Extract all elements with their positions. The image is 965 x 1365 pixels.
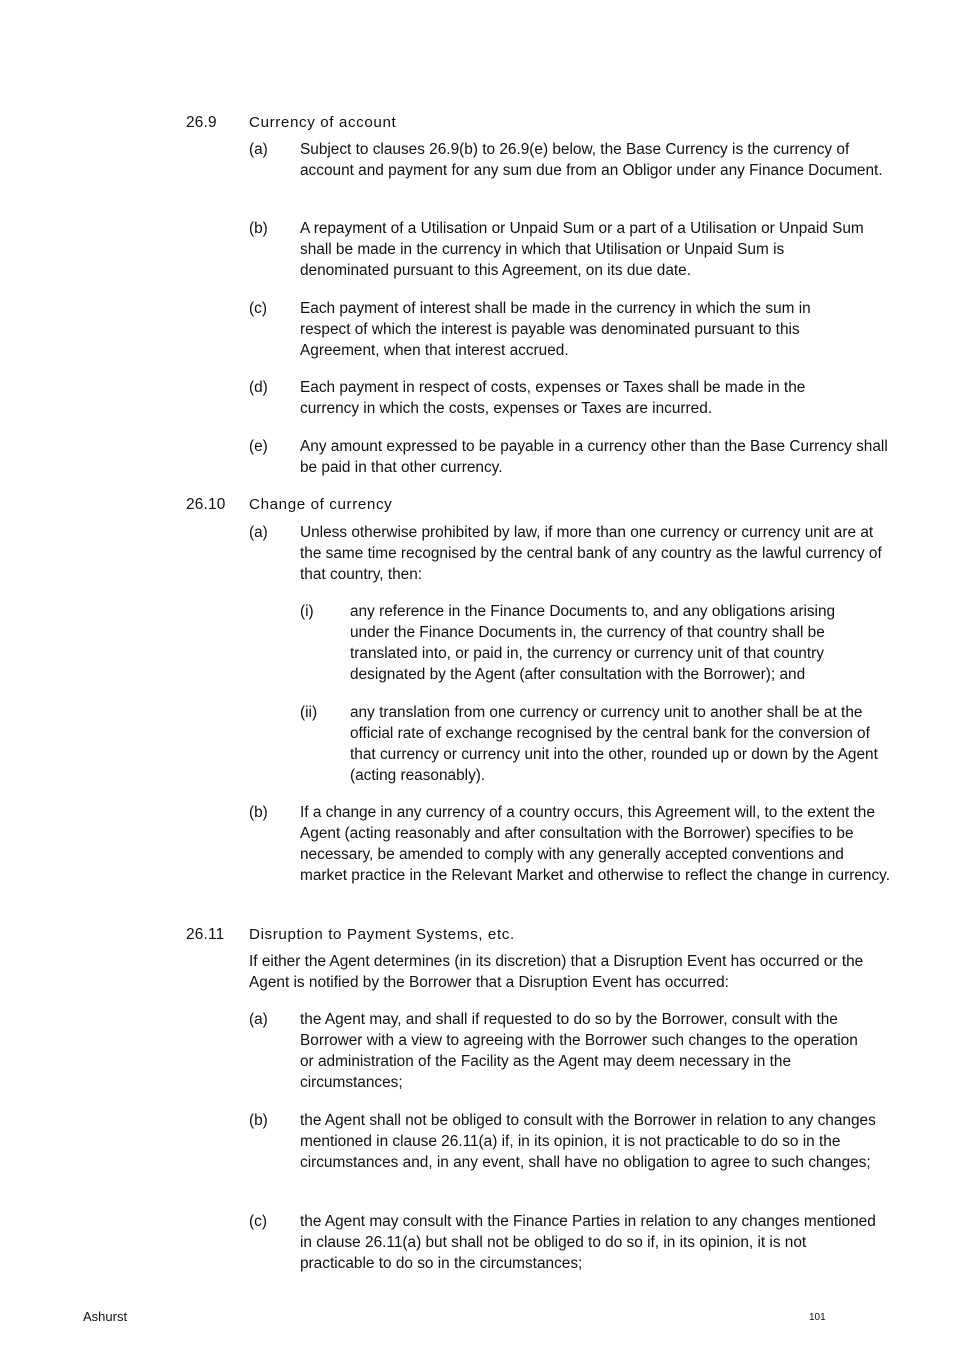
clause-label: (e) — [249, 438, 268, 455]
clause-text: Each payment of interest shall be made in the currency in which the sum in respect of which the interest is payable was denominated pursuant to this Agreement, when that interest accrued. — [300, 300, 811, 359]
section-intro: If either the Agent determines (in its discretion) that a Disruption Event has occurred or the Agent is notified by the Borrower that a Disruption Event has occurred: — [249, 953, 864, 991]
clause-label: (c) — [249, 300, 267, 317]
subclause-label: (i) — [300, 603, 314, 620]
clause-text: If a change in any currency of a country occurs, this Agreement will, to the extent the Agent (acting reasonably and after consultation with the Borrower) specifies to be necessary, be amended to comply with any generally accepted conventions and market practice in the Relevant Market and otherwise to reflect the change in currency. — [300, 804, 890, 884]
clause-label: (c) — [249, 1213, 267, 1230]
clause-label: (b) — [249, 1112, 268, 1129]
page-number: 101 — [809, 1312, 826, 1323]
clause-label: (a) — [249, 1011, 268, 1028]
clause-label: (b) — [249, 804, 268, 821]
clause-text: A repayment of a Utilisation or Unpaid Sum or a part of a Utilisation or Unpaid Sum shall be made in the currency in which that Utilisation or Unpaid Sum is denominated pursuant to this Agreement, on its due date. — [300, 220, 864, 279]
subclause-text: any translation from one currency or currency unit to another shall be at the official rate of exchange recognised by the central bank for the conversion of that currency or currency unit into the other, rounded up or down by the Agent (acting reasonably). — [350, 704, 878, 784]
clause-text: Any amount expressed to be payable in a currency other than the Base Currency shall be paid in that other currency. — [300, 438, 888, 476]
footer-firm-name: Ashurst — [83, 1309, 128, 1324]
section-heading: Change of currency — [249, 496, 393, 513]
clause-text: the Agent may, and shall if requested to do so by the Borrower, consult with the Borrower with a view to agreeing with the Borrower such changes to the operation or administration of the Facility as the Agent may deem necessary in the circumstances; — [300, 1011, 858, 1091]
clause-label: (a) — [249, 524, 268, 541]
clause-text: the Agent may consult with the Finance Parties in relation to any changes mentioned in clause 26.11(a) but shall not be obliged to do so if, in its opinion, it is not practicable to do so in the circumstances; — [300, 1213, 876, 1272]
clause-label: (d) — [249, 379, 268, 396]
clause-label: (a) — [249, 141, 268, 158]
clause-text: the Agent shall not be obliged to consult with the Borrower in relation to any changes mentioned in clause 26.11(a) if, in its opinion, it is not practicable to do so in the circumstances and, in any event, shall have no obligation to agree to such changes; — [300, 1112, 876, 1171]
clause-label: (b) — [249, 220, 268, 237]
subclause-text: any reference in the Finance Documents to, and any obligations arising under the Finance Documents in, the currency of that country shall be translated into, or paid in, the currency or currency unit of that country designated by the Agent (after consultation with the Borrower); and — [350, 603, 836, 683]
clause-text: Each payment in respect of costs, expenses or Taxes shall be made in the currency in which the costs, expenses or Taxes are incurred. — [300, 379, 806, 417]
clause-text: Subject to clauses 26.9(b) to 26.9(e) below, the Base Currency is the currency of account and payment for any sum due from an Obligor under any Finance Document. — [300, 141, 883, 179]
section-heading: Disruption to Payment Systems, etc. — [249, 926, 515, 943]
section-number: 26.9 — [186, 114, 217, 131]
section-number: 26.11 — [186, 926, 225, 943]
subclause-label: (ii) — [300, 704, 318, 721]
section-heading: Currency of account — [249, 114, 397, 131]
section-number: 26.10 — [186, 496, 226, 513]
clause-text: Unless otherwise prohibited by law, if more than one currency or currency unit are at the same time recognised by the central bank of any country as the lawful currency of that country, then: — [300, 524, 882, 583]
